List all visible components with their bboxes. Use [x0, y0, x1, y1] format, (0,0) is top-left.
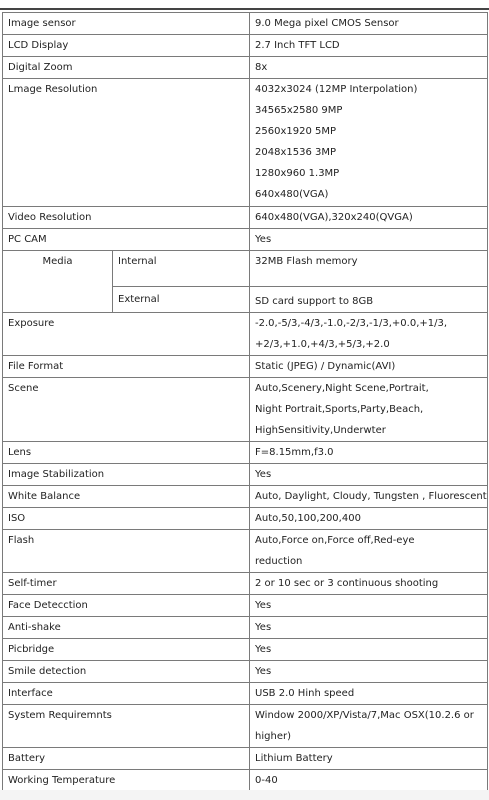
table-row: [3, 770, 488, 792]
spec-sublabel: External: [113, 287, 250, 313]
spec-value: Auto,50,100,200,400: [250, 508, 488, 530]
spec-value: Yes: [250, 229, 488, 251]
table-row: [3, 573, 488, 595]
spec-value: 2.7 Inch TFT LCD: [250, 35, 488, 57]
spec-label: Image Stabilization: [3, 464, 250, 486]
spec-label: Scene: [3, 378, 250, 442]
spec-value: Yes: [250, 639, 488, 661]
spec-label: Video Resolution: [3, 207, 250, 229]
spec-label: Anti-shake: [3, 617, 250, 639]
spec-value-line: 2560x1920 5MP: [255, 126, 337, 137]
spec-table: [2, 12, 488, 792]
spec-value: Window 2000/XP/Vista/7,Mac OSX(10.2.6 or higher): [250, 705, 488, 748]
table-row: [3, 378, 488, 442]
spec-label: Lens: [3, 442, 250, 464]
spec-value-line: 34565x2580 9MP: [255, 105, 343, 116]
spec-value: [250, 79, 488, 207]
spec-value: USB 2.0 Hinh speed: [250, 683, 488, 705]
spec-value: 640x480(VGA),320x240(QVGA): [250, 207, 488, 229]
table-row: [3, 207, 488, 229]
table-row: [3, 661, 488, 683]
spec-value: [250, 313, 488, 356]
spec-value-line: 640x480(VGA): [255, 189, 329, 200]
spec-value-line: 1280x960 1.3MP: [255, 168, 340, 179]
spec-label: Self-timer: [3, 573, 250, 595]
table-row: [3, 79, 488, 207]
spec-label: Working Temperature: [3, 770, 250, 792]
spec-label: Lmage Resolution: [3, 79, 250, 207]
spec-value: 0-40: [250, 770, 488, 792]
spec-value: Yes: [250, 617, 488, 639]
spec-value-line: 2048x1536 3MP: [255, 147, 337, 158]
top-border: [0, 0, 489, 10]
spec-value: Lithium Battery: [250, 748, 488, 770]
spec-value: Auto, Daylight, Cloudy, Tungsten , Fluorescent: [250, 486, 488, 508]
table-row: [3, 57, 488, 79]
table-row: [3, 486, 488, 508]
spec-label: Face Detecction: [3, 595, 250, 617]
spec-value: [250, 378, 488, 442]
spec-label: Media: [3, 251, 113, 313]
spec-label: Digital Zoom: [3, 57, 250, 79]
spec-value-line: Night Portrait,Sports,Party,Beach,: [255, 404, 424, 415]
spec-label: Smile detection: [3, 661, 250, 683]
spec-value: Yes: [250, 661, 488, 683]
spec-label: Interface: [3, 683, 250, 705]
spec-value-line: reduction: [255, 556, 303, 567]
spec-value-line: -2.0,-5/3,-4/3,-1.0,-2/3,-1/3,+0.0,+1/3,: [255, 318, 448, 329]
spec-label: White Balance: [3, 486, 250, 508]
spec-value-line: +2/3,+1.0,+4/3,+5/3,+2.0: [255, 339, 390, 350]
spec-label: File Format: [3, 356, 250, 378]
spec-value: SD card support to 8GB: [250, 287, 488, 313]
spec-sublabel: Internal: [113, 251, 250, 287]
table-row: [3, 251, 488, 287]
spec-value: 2 or 10 sec or 3 continuous shooting: [250, 573, 488, 595]
spec-value-line: 4032x3024 (12MP Interpolation): [255, 84, 418, 95]
table-row: [3, 356, 488, 378]
spec-value-line: Auto,Force on,Force off,Red-eye: [255, 535, 415, 546]
bottom-strip: [0, 790, 489, 800]
spec-label: System Requiremnts: [3, 705, 250, 748]
table-row: [3, 530, 488, 573]
spec-value: Yes: [250, 595, 488, 617]
table-row: [3, 35, 488, 57]
table-row: [3, 683, 488, 705]
table-row: [3, 442, 488, 464]
table-row: [3, 705, 488, 748]
spec-label: LCD Display: [3, 35, 250, 57]
table-row: [3, 748, 488, 770]
table-row: [3, 229, 488, 251]
spec-value: 8x: [250, 57, 488, 79]
spec-value: F=8.15mm,f3.0: [250, 442, 488, 464]
spec-value: 9.0 Mega pixel CMOS Sensor: [250, 13, 488, 35]
spec-label: Battery: [3, 748, 250, 770]
spec-label: PC CAM: [3, 229, 250, 251]
spec-value: Yes: [250, 464, 488, 486]
table-row: [3, 464, 488, 486]
table-row: [3, 639, 488, 661]
spec-value: Static (JPEG) / Dynamic(AVI): [250, 356, 488, 378]
spec-label: Flash: [3, 530, 250, 573]
spec-value: [250, 530, 488, 573]
table-row: [3, 313, 488, 356]
table-row: [3, 13, 488, 35]
spec-label: Image sensor: [3, 13, 250, 35]
spec-label: Picbridge: [3, 639, 250, 661]
spec-value-line: HighSensitivity,Underwter: [255, 425, 386, 436]
table-row: [3, 508, 488, 530]
spec-label: Exposure: [3, 313, 250, 356]
spec-value-line: Auto,Scenery,Night Scene,Portrait,: [255, 383, 429, 394]
spec-label: ISO: [3, 508, 250, 530]
table-row: [3, 617, 488, 639]
spec-value: 32MB Flash memory: [250, 251, 488, 287]
table-row: [3, 595, 488, 617]
